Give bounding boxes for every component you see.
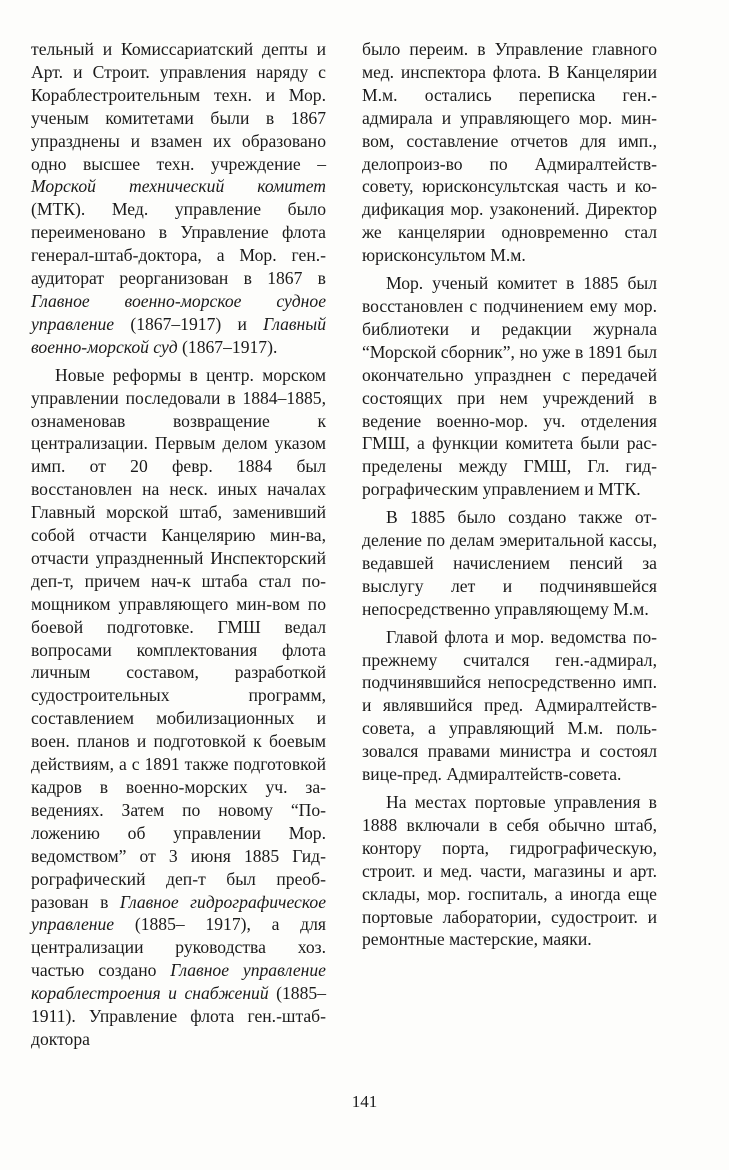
paragraph — [362, 791, 657, 951]
italic-term: Морской технический комитет — [31, 176, 326, 197]
text-run: (1885– 1911). Управление флота ген.-штаб-доктора — [31, 983, 326, 1049]
page-number: 141 — [351, 1092, 378, 1111]
paragraph — [362, 38, 657, 267]
left-column — [31, 38, 326, 1056]
paragraph — [31, 38, 326, 359]
italic-term: Главное управление кораблестроения и снабжений — [31, 960, 326, 1004]
paragraph — [362, 272, 657, 501]
italic-term: Главное гидрографическое управление — [31, 891, 326, 935]
text-run: Главой флота и мор. ведомства по-прежнему считался ген.-адмирал, подчинявшийся непосредственно имп. и являвшийся пред. Адмиралтейств-совета, а управляющий М.м. пользовался правами министра и состоял вице-пред. Адмиралтейств-совета. — [362, 626, 657, 785]
text-run: В 1885 было создано также отделение по делам эмеритальной кассы, ведавшей начислением пенсий за выслугу лет и подчинявшейся непосредственно управляющему М.м. — [362, 507, 657, 619]
paragraph — [362, 506, 657, 621]
paragraph — [31, 364, 326, 1051]
text-run: (1867–1917). — [177, 336, 278, 357]
text-run: было переим. в Управление главного мед. инспектора флота. В Канцелярии М.м. остались переписка ген.-адмирала и управляющего мор. мин-вом, составление отчетов для имп., делопроиз-во по Адмиралтейств-совету, юрисконсультская часть и кодификация мор. узаконений. Директор же канцелярии одновременно стал юрисконсультом М.м. — [362, 39, 657, 266]
text-run: тельный и Комиссариатский депты и Арт. и Строит. управления наряду с Кораблестроительным техн. и Мор. ученым комитетами были в 1867 упразднены и взамен их образовано одно высшее техн. учреждение – — [31, 39, 326, 174]
italic-term: Главный военно-морской суд — [31, 313, 326, 357]
paragraph — [362, 626, 657, 786]
italic-term: Главное военно-морское судное управление — [31, 290, 326, 334]
text-run: Новые реформы в центр. морском управлении последовали в 1884–1885, ознаменовав возвращение к централизации. Первым делом указом имп. от 20 февр. 1884 был восстановлен на неск. иных началах Главный морской штаб, заменивший собой отчасти Канцелярию мин-ва, отчасти упраздненный Инспекторский деп-т, причем нач-к штаба стал помощником управляющего мин-вом по боевой подготовке. ГМШ ведал вопросами комплектования флота личным составом, разработкой судостроительных программ, составлением мобилизационных и воен. планов и подготовкой к боевым действиям, а с 1891 также подготовкой кадров в военно-морских уч. заведениях. Затем по новому “Положению об управлении Мор. ведомством” от 3 июня 1885 Гидрографический деп-т был преобразован в — [31, 364, 326, 912]
text-run: (МТК). Мед. управление было переименовано в Управление флота генерал-штаб-доктора, а Мор. ген.-аудиторат реорганизован в 1867 в — [31, 199, 326, 289]
right-column — [362, 38, 657, 956]
text-run: (1885– 1917), а для централизации руководства хоз. частью создано — [31, 914, 326, 981]
text-run: На местах портовые управления в 1888 включали в себя обычно штаб, контору порта, гидрографическую, строит. и мед. части, магазины и арт. склады, мор. госпиталь, а иногда еще портовые лаборатории, судостроит. и ремонтные мастерские, маяки. — [362, 792, 657, 950]
text-run: (1867–1917) и — [114, 313, 264, 334]
text-run: Мор. ученый комитет в 1885 был восстановлен с подчинением ему мор. библиотеки и редакции журнала “Морской сборник”, но уже в 1891 был окончательно упразднен с передачей состоящих при нем учреждений в ведение военно-мор. уч. отделения ГМШ, а функции комитета были распределены между ГМШ, Гл. гидрографическим управлением и МТК. — [362, 273, 657, 500]
